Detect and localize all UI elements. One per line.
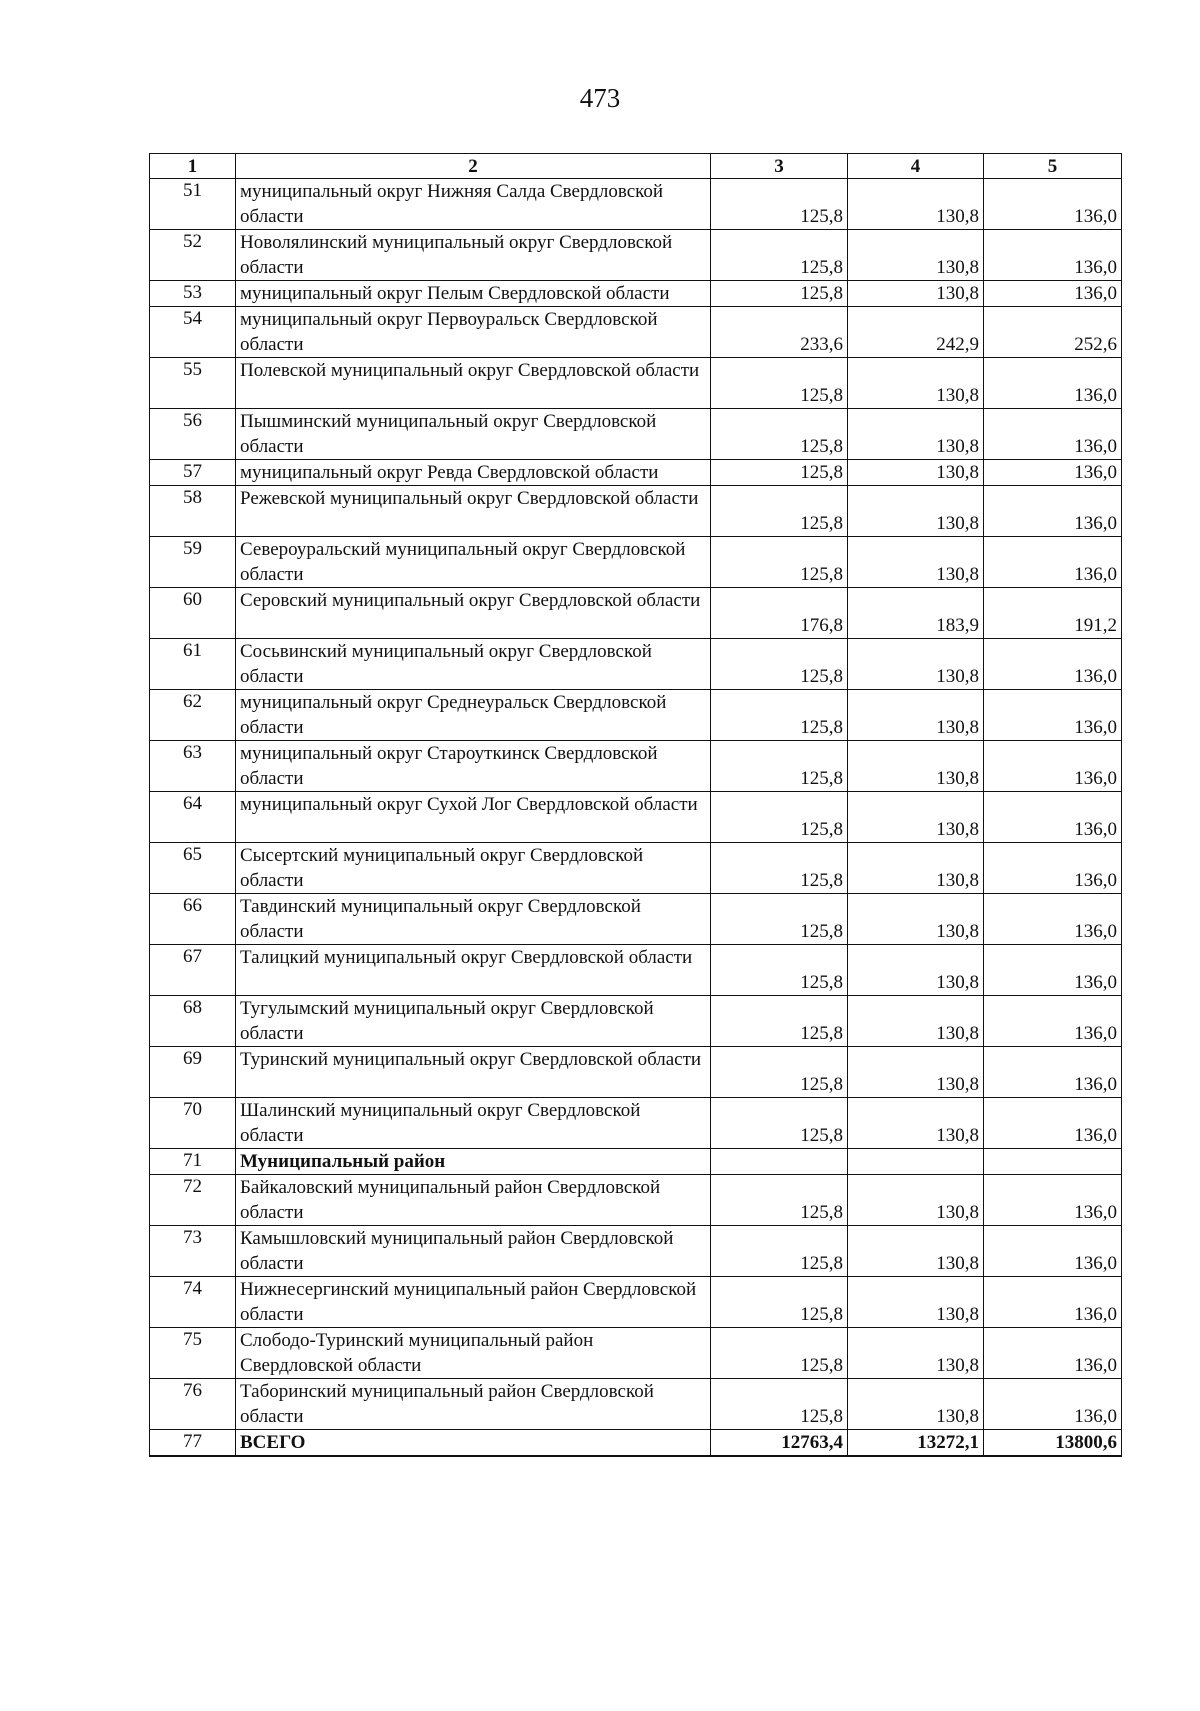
value-col-5: 136,0: [984, 1328, 1122, 1379]
value-col-3: 125,8: [711, 460, 848, 486]
row-number: 52: [150, 230, 236, 281]
value-col-4: 130,8: [848, 792, 984, 843]
value-col-4: 242,9: [848, 307, 984, 358]
row-number: 62: [150, 690, 236, 741]
value-col-4: 130,8: [848, 894, 984, 945]
value-col-3: 125,8: [711, 358, 848, 409]
value-col-3: 125,8: [711, 639, 848, 690]
municipality-name: муниципальный округ Среднеуральск Свердловской области: [236, 690, 711, 741]
value-col-4: 130,8: [848, 460, 984, 486]
table-row: [150, 792, 1122, 843]
municipality-name: Североуральский муниципальный округ Свердловской области: [236, 537, 711, 588]
value-col-4: 130,8: [848, 741, 984, 792]
value-col-5: 136,0: [984, 281, 1122, 307]
row-number: 59: [150, 537, 236, 588]
value-col-4: 130,8: [848, 358, 984, 409]
value-col-5: 252,6: [984, 307, 1122, 358]
value-col-3: 125,8: [711, 690, 848, 741]
row-number: 60: [150, 588, 236, 639]
row-number: 64: [150, 792, 236, 843]
value-col-4: 130,8: [848, 1175, 984, 1226]
value-col-5: 13800,6: [984, 1430, 1122, 1457]
value-col-5: 136,0: [984, 358, 1122, 409]
value-col-4: 130,8: [848, 1379, 984, 1430]
table-row: [150, 690, 1122, 741]
value-col-4: 130,8: [848, 409, 984, 460]
row-number: 57: [150, 460, 236, 486]
value-col-4: 183,9: [848, 588, 984, 639]
value-col-3: 125,8: [711, 843, 848, 894]
row-number: 76: [150, 1379, 236, 1430]
row-number: 63: [150, 741, 236, 792]
municipality-name: Шалинский муниципальный округ Свердловской области: [236, 1098, 711, 1149]
municipality-name: муниципальный округ Староуткинск Свердловской области: [236, 741, 711, 792]
table-row: [150, 639, 1122, 690]
value-col-5: 136,0: [984, 1047, 1122, 1098]
value-col-3: 176,8: [711, 588, 848, 639]
table-row: [150, 1175, 1122, 1226]
row-number: 58: [150, 486, 236, 537]
table-row: [150, 1098, 1122, 1149]
table-row: [150, 1277, 1122, 1328]
row-number: 54: [150, 307, 236, 358]
municipality-name: Камышловский муниципальный район Свердловской области: [236, 1226, 711, 1277]
column-header-2: 2: [236, 154, 711, 179]
value-col-3: 125,8: [711, 945, 848, 996]
table-row: [150, 741, 1122, 792]
value-col-3: 125,8: [711, 281, 848, 307]
municipality-name: муниципальный округ Первоуральск Свердловской области: [236, 307, 711, 358]
table-row: [150, 409, 1122, 460]
table-row: [150, 1149, 1122, 1175]
value-col-4: 130,8: [848, 843, 984, 894]
value-col-5: 136,0: [984, 230, 1122, 281]
column-header-5: 5: [984, 154, 1122, 179]
value-col-3: 125,8: [711, 1098, 848, 1149]
table-row: [150, 996, 1122, 1047]
value-col-3: 125,8: [711, 894, 848, 945]
municipality-name: Режевской муниципальный округ Свердловской области: [236, 486, 711, 537]
value-col-4: 130,8: [848, 179, 984, 230]
value-col-3: 233,6: [711, 307, 848, 358]
table-row: [150, 460, 1122, 486]
table-row: [150, 945, 1122, 996]
column-header-1: 1: [150, 154, 236, 179]
value-col-5: 136,0: [984, 1379, 1122, 1430]
value-col-4: 130,8: [848, 690, 984, 741]
value-col-5: 136,0: [984, 409, 1122, 460]
row-number: 55: [150, 358, 236, 409]
table-row: [150, 486, 1122, 537]
value-col-4: 130,8: [848, 996, 984, 1047]
total-row: [150, 1430, 1122, 1457]
value-col-3: 125,8: [711, 179, 848, 230]
allocation-table: [149, 153, 1122, 1457]
value-col-4: 130,8: [848, 230, 984, 281]
value-col-3: 125,8: [711, 1175, 848, 1226]
value-col-5: [984, 1149, 1122, 1175]
value-col-4: 130,8: [848, 1328, 984, 1379]
value-col-3: 125,8: [711, 1047, 848, 1098]
municipality-name: муниципальный округ Сухой Лог Свердловской области: [236, 792, 711, 843]
value-col-5: 136,0: [984, 843, 1122, 894]
row-number: 68: [150, 996, 236, 1047]
value-col-4: 130,8: [848, 281, 984, 307]
row-number: 70: [150, 1098, 236, 1149]
value-col-5: 136,0: [984, 996, 1122, 1047]
municipality-name: Таборинский муниципальный район Свердловской области: [236, 1379, 711, 1430]
value-col-3: 125,8: [711, 486, 848, 537]
value-col-3: 125,8: [711, 741, 848, 792]
row-number: 73: [150, 1226, 236, 1277]
value-col-5: 136,0: [984, 894, 1122, 945]
municipality-name: муниципальный округ Ревда Свердловской области: [236, 460, 711, 486]
value-col-4: 130,8: [848, 486, 984, 537]
row-number: 75: [150, 1328, 236, 1379]
row-number: 69: [150, 1047, 236, 1098]
table-body: [150, 179, 1122, 1457]
table-row: [150, 358, 1122, 409]
value-col-4: 130,8: [848, 1277, 984, 1328]
value-col-4: 130,8: [848, 1047, 984, 1098]
row-number: 72: [150, 1175, 236, 1226]
column-header-3: 3: [711, 154, 848, 179]
municipality-name: Муниципальный район: [236, 1149, 711, 1175]
page-number: 473: [579, 83, 621, 113]
municipality-name: Слободо-Туринский муниципальный район Свердловской области: [236, 1328, 711, 1379]
value-col-5: 136,0: [984, 1175, 1122, 1226]
column-header-4: 4: [848, 154, 984, 179]
value-col-5: 136,0: [984, 690, 1122, 741]
municipality-name: муниципальный округ Пелым Свердловской области: [236, 281, 711, 307]
municipality-name: Новолялинский муниципальный округ Свердловской области: [236, 230, 711, 281]
table-row: [150, 843, 1122, 894]
value-col-5: 136,0: [984, 1098, 1122, 1149]
value-col-3: 125,8: [711, 409, 848, 460]
value-col-3: 125,8: [711, 537, 848, 588]
row-number: 56: [150, 409, 236, 460]
row-number: 74: [150, 1277, 236, 1328]
table-row: [150, 281, 1122, 307]
row-number: 67: [150, 945, 236, 996]
municipality-name: Тавдинский муниципальный округ Свердловской области: [236, 894, 711, 945]
row-number: 53: [150, 281, 236, 307]
value-col-5: 136,0: [984, 460, 1122, 486]
value-col-5: 136,0: [984, 179, 1122, 230]
value-col-3: 125,8: [711, 996, 848, 1047]
municipality-name: Серовский муниципальный округ Свердловской области: [236, 588, 711, 639]
row-number: 66: [150, 894, 236, 945]
row-number: 65: [150, 843, 236, 894]
municipality-name: Полевской муниципальный округ Свердловской области: [236, 358, 711, 409]
value-col-3: 12763,4: [711, 1430, 848, 1457]
value-col-4: 130,8: [848, 537, 984, 588]
value-col-4: 130,8: [848, 1098, 984, 1149]
value-col-5: 136,0: [984, 639, 1122, 690]
value-col-5: 136,0: [984, 1277, 1122, 1328]
value-col-5: 136,0: [984, 792, 1122, 843]
value-col-4: 130,8: [848, 639, 984, 690]
value-col-5: 136,0: [984, 945, 1122, 996]
table-row: [150, 307, 1122, 358]
row-number: 71: [150, 1149, 236, 1175]
municipality-name: Байкаловский муниципальный район Свердловской области: [236, 1175, 711, 1226]
value-col-3: 125,8: [711, 1379, 848, 1430]
table-row: [150, 179, 1122, 230]
row-number: 77: [150, 1430, 236, 1457]
municipality-name: ВСЕГО: [236, 1430, 711, 1457]
value-col-5: 136,0: [984, 1226, 1122, 1277]
table-row: [150, 894, 1122, 945]
table-row: [150, 1226, 1122, 1277]
value-col-3: 125,8: [711, 230, 848, 281]
value-col-5: 191,2: [984, 588, 1122, 639]
municipality-name: Талицкий муниципальный округ Свердловской области: [236, 945, 711, 996]
value-col-3: [711, 1149, 848, 1175]
value-col-4: 13272,1: [848, 1430, 984, 1457]
value-col-3: 125,8: [711, 792, 848, 843]
municipality-name: Тугулымский муниципальный округ Свердловской области: [236, 996, 711, 1047]
row-number: 61: [150, 639, 236, 690]
value-col-3: 125,8: [711, 1328, 848, 1379]
table-row: [150, 1047, 1122, 1098]
table-row: [150, 1379, 1122, 1430]
value-col-4: 130,8: [848, 945, 984, 996]
value-col-3: 125,8: [711, 1226, 848, 1277]
value-col-5: 136,0: [984, 741, 1122, 792]
value-col-5: 136,0: [984, 537, 1122, 588]
municipality-name: Нижнесергинский муниципальный район Свердловской области: [236, 1277, 711, 1328]
table-row: [150, 230, 1122, 281]
table-row: [150, 537, 1122, 588]
municipality-name: Сысертский муниципальный округ Свердловской области: [236, 843, 711, 894]
table-row: [150, 1328, 1122, 1379]
municipality-name: муниципальный округ Нижняя Салда Свердловской области: [236, 179, 711, 230]
row-number: 51: [150, 179, 236, 230]
table-row: [150, 588, 1122, 639]
value-col-4: 130,8: [848, 1226, 984, 1277]
municipality-name: Пышминский муниципальный округ Свердловской области: [236, 409, 711, 460]
municipality-name: Сосьвинский муниципальный округ Свердловской области: [236, 639, 711, 690]
municipality-name: Туринский муниципальный округ Свердловской области: [236, 1047, 711, 1098]
value-col-3: 125,8: [711, 1277, 848, 1328]
table-header-row: [150, 154, 1122, 179]
value-col-4: [848, 1149, 984, 1175]
value-col-5: 136,0: [984, 486, 1122, 537]
